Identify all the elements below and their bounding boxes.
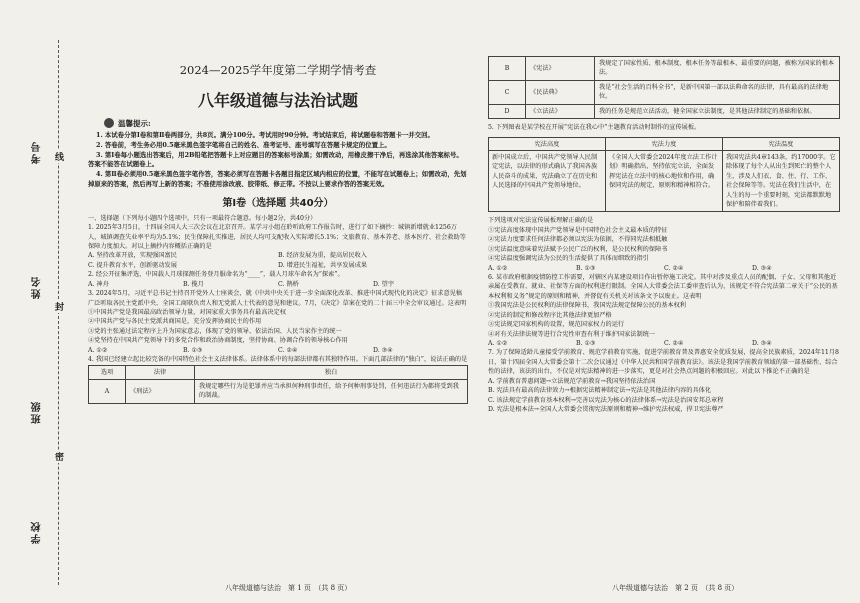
- q5-panel-2-head: 宪法力度: [606, 138, 722, 151]
- q1-option-d: D. 增进民生福祉，共享发展成果: [278, 261, 368, 269]
- q2-option-a: A. 神舟: [88, 280, 109, 288]
- q4-table-header: [89, 365, 468, 379]
- q3-option-b: B. ①③: [183, 346, 203, 354]
- q2-stem: 2. 经公开征集评选，中国载人月球探测任务登月服命名为“____”，载人月球车命名为“探索”。: [88, 271, 344, 279]
- q6-option-b: B. ①③: [576, 339, 596, 347]
- q6-item-4: ④对有关法律法规等进行合宪性审查有利于维护国家法制统一: [488, 330, 656, 338]
- seal-mi: 密: [53, 452, 63, 461]
- q4-row-a-law: 《刑法》: [126, 379, 195, 403]
- q6-item-2: ②宪法的制定和修改程序比其他法律更加严格: [488, 311, 612, 319]
- q3-option-d: D. ③④: [373, 346, 393, 354]
- q5-option-a: A. ①②: [488, 264, 508, 272]
- q1-option-c: C. 提升教育水平，创新驱动发展: [88, 261, 177, 269]
- face-icon: [104, 118, 114, 128]
- q3-options: [88, 346, 468, 355]
- q2-option-b: B. 揽月: [183, 280, 204, 288]
- q5-item-3: ③宪法温度意味着宪法赋予公民广泛的权利，是公民权利的保障书: [488, 245, 668, 253]
- q6-option-a: A. ①②: [488, 339, 508, 347]
- q7-option-a: A. 学前教育普惠问题→立法规范学前教育→我国坚持依法治国: [488, 377, 656, 385]
- seal-feng: 封: [53, 302, 63, 311]
- tip-2: 2. 答卷前，考生务必用0.5毫米黑色签字笔将自己的姓名、准考证号、座号填写在答题卡规定的位置上。: [96, 140, 391, 149]
- q1-stem: 1. 2025年3月5日，十四届全国人大三次会议在北京召开。某学习小组在聆听政府工作报告时，进行了如下摘抄：城镇新增就业1256万人，城镇调查失业率平均为5.1%；民生保障扎实推进，居民人均可支配收入实际增长5.1%；文旅教育、基本养老、基本医疗、社会救助等保障力度加大。对以上摘抄内容概括正确的是: [88, 224, 466, 251]
- q5-panel-3-head: 宪法温度: [723, 138, 839, 151]
- q7-option-c: C. 该法规定学前教育基本权利→完善以宪法为核心的法律体系→宪法是治国安邦总章程: [488, 396, 724, 404]
- q4-row-b-law: 《宪法》: [526, 57, 595, 81]
- q5-panels: [488, 137, 840, 213]
- exam-title: 2024—2025学年度第二学期学情考查: [179, 63, 377, 77]
- q2-options: [88, 280, 468, 289]
- school-label: 学校: [32, 520, 43, 544]
- footer-page-2: 八年级道德与法治 第 2 页 （共 8 页）: [612, 584, 739, 592]
- tip-4: 4. 第Ⅱ卷必须用0.5毫米黑色签字笔作答，答案必须写在答题卡各题目指定区域内相应的位置，不能写在试题卷上；如需改动，先划掉原来的答案，然后再写上新的答案；不准使用涂改液、胶带纸、修正带。不按以上要求作答的答案无效。: [88, 170, 467, 188]
- q4-row-d: [489, 104, 840, 118]
- q6-stem: 6. 某市政府根据疫情防控工作需要，对辖区内某建设项目作出暂停施工决定。其中对涉及重点人员的配偶、子女、父母和其他近亲属在受教育、就业、社保等方面的权利进行限制。全国人大常委会法工委审查后认为，该规定不符合宪法第二章关于“公民的基本权利和义务”规定的原则和精神，并督促有关机关对该条文予以废止。这表明: [488, 274, 838, 300]
- q5-sub: 下列选项对宪法宣传展板理解正确的是: [488, 217, 594, 225]
- q6-option-c: C. ②④: [664, 339, 684, 347]
- q5-panel-2-body: 《全国人大常委会2024年度立法工作计划》明确指出，坚持依宪立法，全面发挥宪法在立法中的核心地位和作用，确保同宪法的规定，原则和精神相符合。: [609, 153, 718, 190]
- q4-row-d-law: 《立法法》: [526, 104, 595, 118]
- q6-item-3: ③宪法规定国家机构的设置，规范国家权力的运行: [488, 321, 625, 329]
- q5-item-4: ④宪法温度强调宪法为公民的生活提供了具体而细致的指引: [488, 255, 649, 263]
- q4-header-law: 法律: [126, 365, 195, 379]
- tip-3: 3. 第Ⅰ卷每小题选出答案后，用2B铅笔把答题卡上对应题目的答案标号涂黑；如需改动，用橡皮擦干净后，再选涂其他答案标号。答案不能答在试题卷上。: [88, 150, 463, 169]
- seal-xian: 线: [53, 152, 63, 161]
- exam-no-label: 考号: [32, 140, 43, 164]
- q4-header-monologue: 独白: [195, 365, 468, 379]
- q7-stem: 7. 为了保障适龄儿童接受学前教育、规范学前教育实施，促进学前教育普及普惠安全优质发展，提高全民族素质，2024年11月8日，第十四届全国人大常委会第十二次会议通过《中华人民共和国学前教育法》。该法是我国学前教育领域的第一部基础性、综合性的法律，该法的出台，不仅是对宪法精神的进一步落实，更是对社会热点问题的积极回应。对此以下推论不正确的是: [488, 349, 839, 376]
- q5-panel-1-head: 宪法高度: [489, 138, 605, 151]
- q4-row-c: [489, 80, 840, 104]
- q1-options-row1: [88, 251, 468, 260]
- q5-panel-2: [605, 138, 722, 212]
- q4-row-b-opt: B: [489, 57, 526, 81]
- tips-heading-text: 温馨提示:: [118, 118, 151, 128]
- page-one: [88, 56, 468, 404]
- q6-item-1: ①我国宪法是公民权利的法律保障书，我国宪法规定保障公民的基本权利: [488, 302, 686, 310]
- q3-item-3: ③党的主张通过法定程序上升为国家意志，体现了党的领导、依法治国、人民当家作主的统一: [88, 327, 342, 335]
- q4-row-a: [89, 379, 468, 403]
- q5-options: [488, 264, 840, 273]
- q2-option-d: D. 望宇: [373, 280, 395, 288]
- q1-option-b: B. 经济发展为重，提高居民收入: [278, 252, 367, 260]
- subject-title: 八年级道德与法治试题: [197, 91, 358, 111]
- name-label: 姓名: [32, 275, 43, 299]
- q5-panel-1: [489, 138, 605, 212]
- q4-row-b: [489, 57, 840, 81]
- q4-row-a-text: 我规定哪些行为是犯罪并应当承担何种刑事责任，给予何种刑事处罚，任何违法行为都将受到我的制裁。: [195, 379, 468, 403]
- q7-option-d: D. 宪法是根本法→全国人大常委会贯彻宪法原则和精神→维护宪法权威，捍卫宪法尊严: [488, 405, 724, 413]
- q4-table-continued: [488, 56, 840, 119]
- tip-1: 1. 本试卷分第Ⅰ卷和第Ⅱ卷两部分，共8页。满分100分。考试用时90分钟。考试结束后，将试题卷和答题卡一并交回。: [96, 131, 434, 140]
- q4-row-d-opt: D: [489, 104, 526, 118]
- q4-row-d-text: 我的任务是规范立法活动，健全国家立法制度，是其他法律制定的基础和依据。: [595, 104, 840, 118]
- q5-item-1: ①宪法高度体现中国共产党领导是中国特色社会主义最本质的特征: [488, 226, 668, 234]
- q3-item-1: ①中国共产党是我国最高政治领导力量，对国家重大事务具有最高决定权: [88, 308, 286, 316]
- q5-option-d: D. ③④: [752, 264, 772, 272]
- q6-option-d: D. ③④: [752, 339, 772, 347]
- q5-option-b: B. ①③: [576, 264, 596, 272]
- class-label: 班级: [32, 400, 43, 424]
- q1-option-a: A. 坚持改革开放，实现强国富民: [88, 252, 177, 260]
- page-two: [488, 56, 840, 414]
- footer-page-1: 八年级道德与法治 第 1 页 （共 8 页）: [225, 584, 352, 592]
- q2-option-c: C. 鹊桥: [278, 280, 299, 288]
- q4-row-c-text: 我是“社会生活的百科全书”，是新中国第一部以法典命名的法律，具有最高的法律地位。: [595, 80, 840, 104]
- q3-option-c: C. ②④: [278, 346, 298, 354]
- tips-heading: [104, 118, 468, 129]
- q4-table: [88, 365, 468, 404]
- q5-panel-3: [722, 138, 839, 212]
- q4-row-c-opt: C: [489, 80, 526, 104]
- q4-row-c-law: 《民法典》: [526, 80, 595, 104]
- q4-row-b-text: 我规定了国家性质、根本制度、根本任务等最根本、最重要的问题，被称为国家的根本法。: [595, 57, 840, 81]
- q5-item-2: ②宪法力度要求任何法律都必须以宪法为依据，不得同宪法相抵触: [488, 236, 668, 244]
- q5-panel-1-body: 新中国成立后，中国共产党领导人民制定宪法，以法律的形式确认了我国各族人民奋斗的成果，宪法确立了在历史和人民选择的中国共产党领导地位。: [492, 153, 598, 190]
- q3-option-a: A. ①②: [88, 346, 108, 354]
- q5-stem: 5. 下列图表是某学校在开展“宪法在我心中”主题教育活动时制作的宣传展板。: [488, 124, 701, 132]
- q3-stem: 3. 2024年5月，习近平总书记主持召开党外人士座谈会，就《中共中央关于进一步全面深化改革、推进中国式现代化的决定》征求意见稿广泛听取各民主党派中央、全国工商联负责人和无党派人士代表的意见和建议。7月，《决定》草案在党的二十届三中全会审议通过。这表明: [88, 290, 467, 307]
- q3-item-4: ④党坚持在中国共产党领导下的多党合作和政治协商制度，坚持协商、协调合作的领导核心作用: [88, 337, 348, 345]
- q5-option-c: C. ②④: [664, 264, 684, 272]
- q5-panel-3-body: 我国宪法共4章143条，约17000字。它除体现了每个人从出生到死亡的整个人生，涉及人们衣、食、住、行、工作、社会保障等等。宪法在我们生活中，在人生的每一个重要时刻，宪法都默默地保护和陪伴着我们。: [726, 153, 836, 209]
- q4-stem: 4. 我国已经建立起比较完备的中国特色社会主义法律体系。法律体系中的每部法律都有其独特作用。下面几部法律的“独白”，说法正确的是: [88, 356, 468, 364]
- q4-row-a-opt: A: [89, 379, 126, 403]
- section-intro: 一、选择题（下列每小题四个选项中，只有一项最符合题意。每小题2分，共40分）: [88, 214, 317, 222]
- q7-option-b: B. 宪法具有最高的法律效力→根据宪法精神制定法→宪法是其他法律内容的具体化: [488, 387, 712, 395]
- q3-item-2: ②中国共产党与各民主党派共商国是，充分发挥协商民主的作用: [88, 318, 262, 326]
- q4-header-option: 选项: [89, 365, 126, 379]
- q1-options-row2: [88, 261, 468, 270]
- binding-margin: [0, 0, 78, 603]
- section-title: 第Ⅰ卷（选择题 共40分）: [222, 197, 334, 209]
- q6-options: [488, 339, 840, 348]
